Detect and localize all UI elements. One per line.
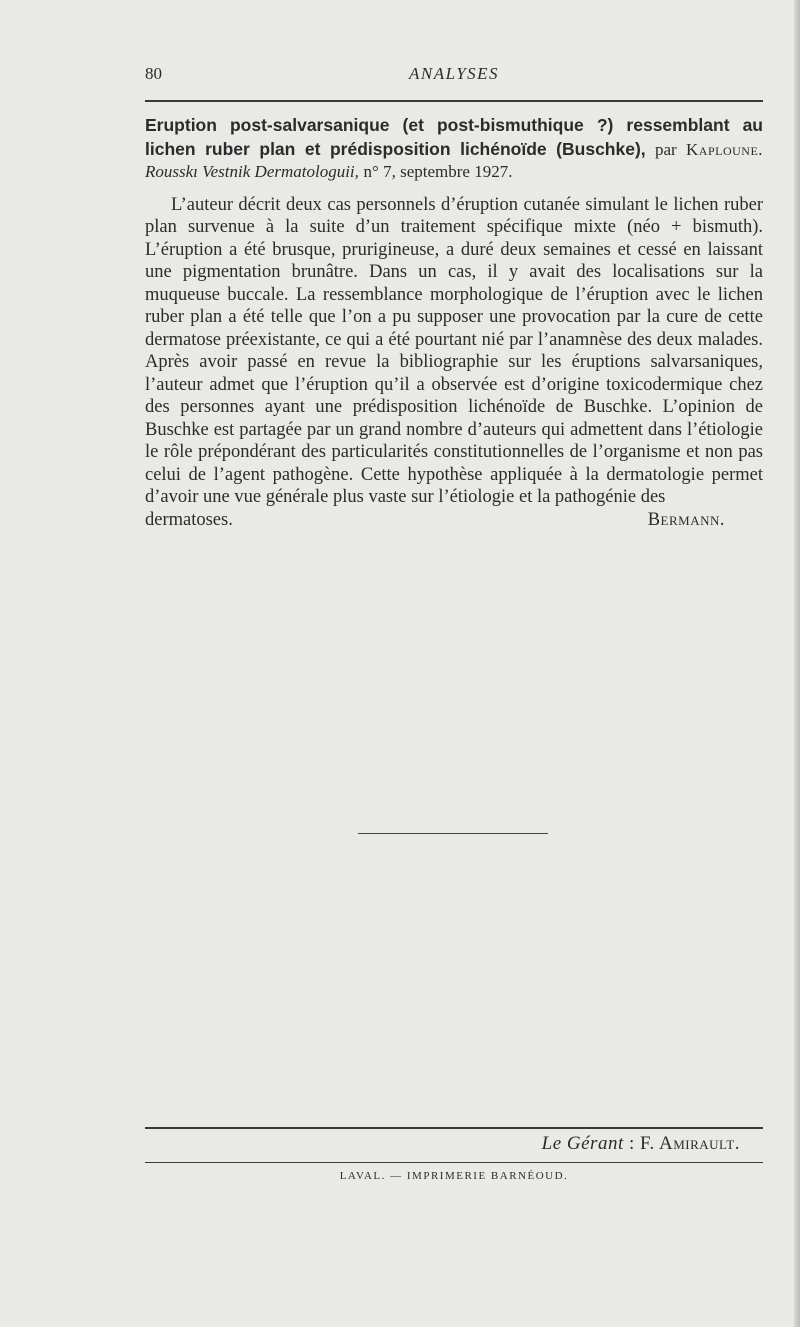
article-author: Kaploune.	[686, 139, 764, 159]
page-number: 80	[145, 64, 162, 83]
footer-rule-top	[145, 1127, 763, 1129]
by-word: par	[654, 139, 677, 159]
citation-issue: n° 7, septembre 1927.	[363, 162, 513, 181]
page-edge-shadow	[794, 0, 800, 1327]
gerant-line	[542, 1133, 740, 1155]
page-header	[145, 64, 763, 88]
header-rule	[145, 100, 763, 102]
reviewer-signature: Bermann.	[647, 509, 725, 530]
closing-line	[145, 509, 763, 532]
gerant-name: F. Amirault.	[640, 1133, 740, 1154]
gerant-separator: :	[628, 1133, 635, 1154]
footer-rule-bottom	[145, 1162, 763, 1163]
citation-journal: Rousskı Vestnik Dermatologuii,	[145, 162, 359, 181]
gerant-label: Le Gérant	[541, 1133, 624, 1154]
article-title: Eruption post-salvarsanique (et post-bismuthique ?) ressemblant au lichen ruber plan et prédisposition lichénoïde (Buschke),	[145, 115, 763, 159]
article	[145, 114, 763, 531]
printer-imprint: LAVAL. — IMPRIMERIE BARNÉOUD.	[339, 1170, 569, 1182]
article-body: L’auteur décrit deux cas personnels d’éruption cutanée simulant le lichen ruber plan survenue à la suite d’un traitement spécifique mixte (néo + bismuth). L’éruption a été brusque, prurigineuse, a duré deux semaines et cessé en laissant une pigmentation brunâtre. Dans un cas, il y avait des localisations sur la muqueuse buccale. La ressemblance morphologique de l’éruption avec le lichen ruber plan a été telle que l’on a pu supposer une provocation par la cure de cette dermatose préexistante, ce qui a été pourtant nié par l’anamnèse des deux malades. Après avoir passé en revue la bibliographie sur les éruptions salvarsaniques, l’auteur admet que l’éruption qu’il a observée est d’origine toxicodermique chez des personnes ayant une prédisposition lichénoïde de Buschke. L’opinion de Buschke est partagée par un grand nombre d’auteurs qui admettent dans l’étiologie le rôle prépondérant des particularités constitutionnelles de l’organisme et non pas celui de l’agent pathogène. Cette hypothèse appliquée à la dermatologie permet d’avoir une vue générale plus vaste sur l’étiologie et la pathogénie des	[145, 194, 763, 507]
closing-word: dermatoses.	[145, 509, 233, 530]
section-divider	[358, 833, 548, 834]
article-heading	[145, 114, 763, 184]
running-head: ANALYSES	[408, 64, 500, 83]
